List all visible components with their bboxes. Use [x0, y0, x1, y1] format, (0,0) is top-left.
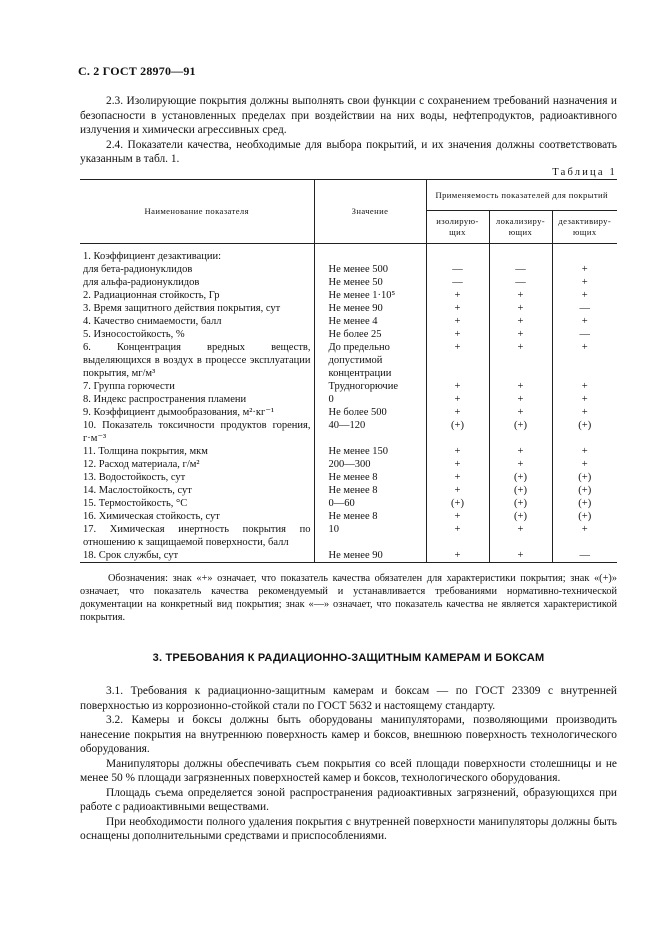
row-isolating: +	[426, 549, 489, 563]
row-value: Не менее 4	[314, 315, 426, 328]
page-header: С. 2 ГОСТ 28970—91	[78, 64, 196, 78]
row-isolating: +	[426, 523, 489, 549]
row-decontaminating: +	[552, 393, 617, 406]
table-row	[80, 393, 617, 406]
paragraph-2-4: 2.4. Показатели качества, необходимые для выбора покрытий, и их значения должны соответствовать указанным в табл. 1.	[80, 138, 617, 165]
row-decontaminating: +	[552, 380, 617, 393]
row-value: Не менее 90	[314, 549, 426, 563]
row-localizing: +	[489, 328, 552, 341]
section-title: 3. ТРЕБОВАНИЯ К РАДИАЦИОННО-ЗАЩИТНЫМ КАМЕРАМ И БОКСАМ	[152, 652, 545, 664]
row-name: 6. Концентрация вредных веществ, выделяющихся в воздух в процессе эксплуатации покрытия, мг/м³	[83, 342, 311, 379]
row-value: 10	[314, 523, 426, 549]
table-row	[80, 315, 617, 328]
row-decontaminating: (+)	[552, 471, 617, 484]
row-name: 1. Коэффициент дезактивации:	[83, 251, 222, 262]
row-localizing: +	[489, 289, 552, 302]
row-value: Не менее 150	[314, 445, 426, 458]
row-isolating: +	[426, 302, 489, 315]
row-decontaminating: +	[552, 263, 617, 276]
row-decontaminating: —	[552, 302, 617, 315]
row-localizing: (+)	[489, 419, 552, 445]
table-row	[80, 289, 617, 302]
row-value: Не менее 8	[314, 510, 426, 523]
table-row	[80, 484, 617, 497]
row-decontaminating: (+)	[552, 419, 617, 445]
row-isolating: +	[426, 380, 489, 393]
row-name: 7. Группа горючести	[83, 381, 175, 392]
row-name: 13. Водостойкость, сут	[83, 472, 186, 483]
table-row	[80, 276, 617, 289]
row-name: для альфа-радионуклидов	[83, 277, 200, 288]
row-name: 4. Качество снимаемости, балл	[83, 316, 222, 327]
row-isolating: +	[426, 328, 489, 341]
header-name: Наименование показателя	[80, 180, 314, 244]
row-localizing: —	[489, 263, 552, 276]
row-name: 15. Термостойкость, °С	[83, 498, 188, 509]
row-isolating: +	[426, 341, 489, 380]
row-name: 11. Толщина покрытия, мкм	[83, 446, 208, 457]
row-value: 200—300	[314, 458, 426, 471]
row-value: Не менее 8	[314, 471, 426, 484]
paragraph-3-2: 3.2. Камеры и боксы должны быть оборудованы манипуляторами, позволяющими производить нанесение покрытия на внутреннюю поверхность камер и боксов, внешнюю поверхность технологического оборудования.	[80, 714, 617, 755]
row-decontaminating: +	[552, 523, 617, 549]
table-row	[80, 244, 617, 264]
row-isolating: +	[426, 510, 489, 523]
table-row	[80, 471, 617, 484]
row-name: 5. Износостойкость, %	[83, 329, 185, 340]
row-value: 40—120	[314, 419, 426, 445]
table-row	[80, 380, 617, 393]
row-value: Не менее 8	[314, 484, 426, 497]
row-localizing: —	[489, 276, 552, 289]
row-decontaminating: —	[552, 328, 617, 341]
row-name: 14. Маслостойкость, сут	[83, 485, 192, 496]
row-name: 16. Химическая стойкость, сут	[83, 511, 220, 522]
row-localizing: +	[489, 393, 552, 406]
row-isolating: (+)	[426, 419, 489, 445]
row-value	[314, 244, 426, 264]
row-localizing: +	[489, 458, 552, 471]
row-value: Не более 500	[314, 406, 426, 419]
table-notes: Обозначения: знак «+» означает, что показатель качества обязателен для характеристики покрытия; знак «(+)» означает, что показатель качества рекомендуемый и устанавливается требованиями нормативно-технической документации на конкретный вид покрытия; знак «—» означает, что показатель качества не является характеристикой покрытия.	[80, 573, 617, 623]
row-decontaminating: +	[552, 315, 617, 328]
row-decontaminating: (+)	[552, 510, 617, 523]
row-localizing: +	[489, 523, 552, 549]
row-name: 9. Коэффициент дымообразования, м²·кг⁻¹	[83, 407, 275, 418]
row-isolating: +	[426, 406, 489, 419]
row-value: Не менее 500	[314, 263, 426, 276]
paragraph-manipulators: Манипуляторы должны обеспечивать съем покрытия со всей площади поверхности столешницы и не менее 50 % площади загрязненных поверхностей камер и боксов, технологического оборудования.	[80, 757, 617, 784]
row-localizing: (+)	[489, 471, 552, 484]
section-3-paragraphs	[80, 684, 617, 844]
intro-paragraphs	[80, 94, 617, 167]
row-decontaminating: +	[552, 458, 617, 471]
row-value: 0—60	[314, 497, 426, 510]
row-localizing: +	[489, 445, 552, 458]
row-name: 17. Химическая инертность покрытия по отношению к защищаемой поверхности, балл	[83, 524, 311, 548]
table-row	[80, 263, 617, 276]
table-row	[80, 302, 617, 315]
row-name: 8. Индекс распространения пламени	[83, 394, 247, 405]
row-decontaminating: +	[552, 445, 617, 458]
row-isolating: +	[426, 445, 489, 458]
table-row	[80, 497, 617, 510]
header-isolating: изолирую-щих	[426, 211, 489, 244]
header-decontaminating: дезактивиру-ющих	[552, 211, 617, 244]
row-localizing: +	[489, 380, 552, 393]
table-row	[80, 445, 617, 458]
row-decontaminating: +	[552, 276, 617, 289]
table-row	[80, 328, 617, 341]
row-decontaminating	[552, 244, 617, 264]
row-localizing	[489, 244, 552, 264]
row-value: Не более 25	[314, 328, 426, 341]
table-row	[80, 419, 617, 445]
table-row	[80, 341, 617, 380]
row-localizing: +	[489, 341, 552, 380]
row-value: Не менее 90	[314, 302, 426, 315]
row-isolating: (+)	[426, 497, 489, 510]
row-isolating: +	[426, 484, 489, 497]
row-isolating: —	[426, 276, 489, 289]
paragraph-3-1: 3.1. Требования к радиационно-защитным камерам и боксам — по ГОСТ 23309 с внутренней поверхностью из коррозионно-стойкой стали по ГОСТ 5632 и настоящему стандарту.	[80, 685, 617, 712]
header-value: Значение	[314, 180, 426, 244]
header-localizing: локализиру-ющих	[489, 211, 552, 244]
table-caption: Таблица 1	[552, 167, 617, 178]
row-isolating: +	[426, 393, 489, 406]
row-value: Трудногорючие	[314, 380, 426, 393]
row-localizing: +	[489, 302, 552, 315]
row-decontaminating: (+)	[552, 497, 617, 510]
row-value: Не менее 1·10⁵	[314, 289, 426, 302]
table-row	[80, 549, 617, 563]
row-isolating: +	[426, 471, 489, 484]
table-row	[80, 458, 617, 471]
row-localizing: +	[489, 406, 552, 419]
paragraph-removal: При необходимости полного удаления покрытия с внутренней поверхности манипуляторы должны быть оснащены дополнительными средствами и приспособлениями.	[80, 815, 617, 842]
header-applicability: Применяемость показателей для покрытий	[426, 180, 617, 211]
row-isolating: —	[426, 263, 489, 276]
table-row	[80, 406, 617, 419]
row-name: 18. Срок службы, сут	[83, 550, 179, 561]
row-name: 12. Расход материала, г/м²	[83, 459, 200, 470]
row-isolating: +	[426, 458, 489, 471]
row-localizing: (+)	[489, 510, 552, 523]
table-row	[80, 523, 617, 549]
row-decontaminating: (+)	[552, 484, 617, 497]
row-name: 3. Время защитного действия покрытия, сут	[83, 303, 281, 314]
paragraph-area: Площадь съема определяется зоной распространения радиоактивных загрязнений, образующихся при работе с радиоактивными веществами.	[80, 786, 617, 813]
row-decontaminating: +	[552, 341, 617, 380]
row-name: 10. Показатель токсичности продуктов горения, г·м⁻³	[83, 420, 311, 444]
row-value: 0	[314, 393, 426, 406]
row-localizing: +	[489, 315, 552, 328]
row-localizing: +	[489, 549, 552, 563]
row-value: До предельно допустимой концентрации	[314, 341, 426, 380]
row-decontaminating: +	[552, 289, 617, 302]
row-decontaminating: +	[552, 406, 617, 419]
row-value: Не менее 50	[314, 276, 426, 289]
row-decontaminating: —	[552, 549, 617, 563]
row-name: для бета-радионуклидов	[83, 264, 193, 275]
row-name: 2. Радиационная стойкость, Гр	[83, 290, 220, 301]
quality-indicators-table	[80, 179, 617, 563]
paragraph-2-3: 2.3. Изолирующие покрытия должны выполнять свои функции с сохранением требований назначения и безопасности в установленных пределах при воздействии на них воды, нефтепродуктов, радиоактивного излучения и химически агрессивных сред.	[80, 95, 617, 136]
row-localizing: (+)	[489, 484, 552, 497]
table-row	[80, 510, 617, 523]
row-isolating: +	[426, 289, 489, 302]
row-isolating: +	[426, 315, 489, 328]
row-localizing: (+)	[489, 497, 552, 510]
row-isolating	[426, 244, 489, 264]
